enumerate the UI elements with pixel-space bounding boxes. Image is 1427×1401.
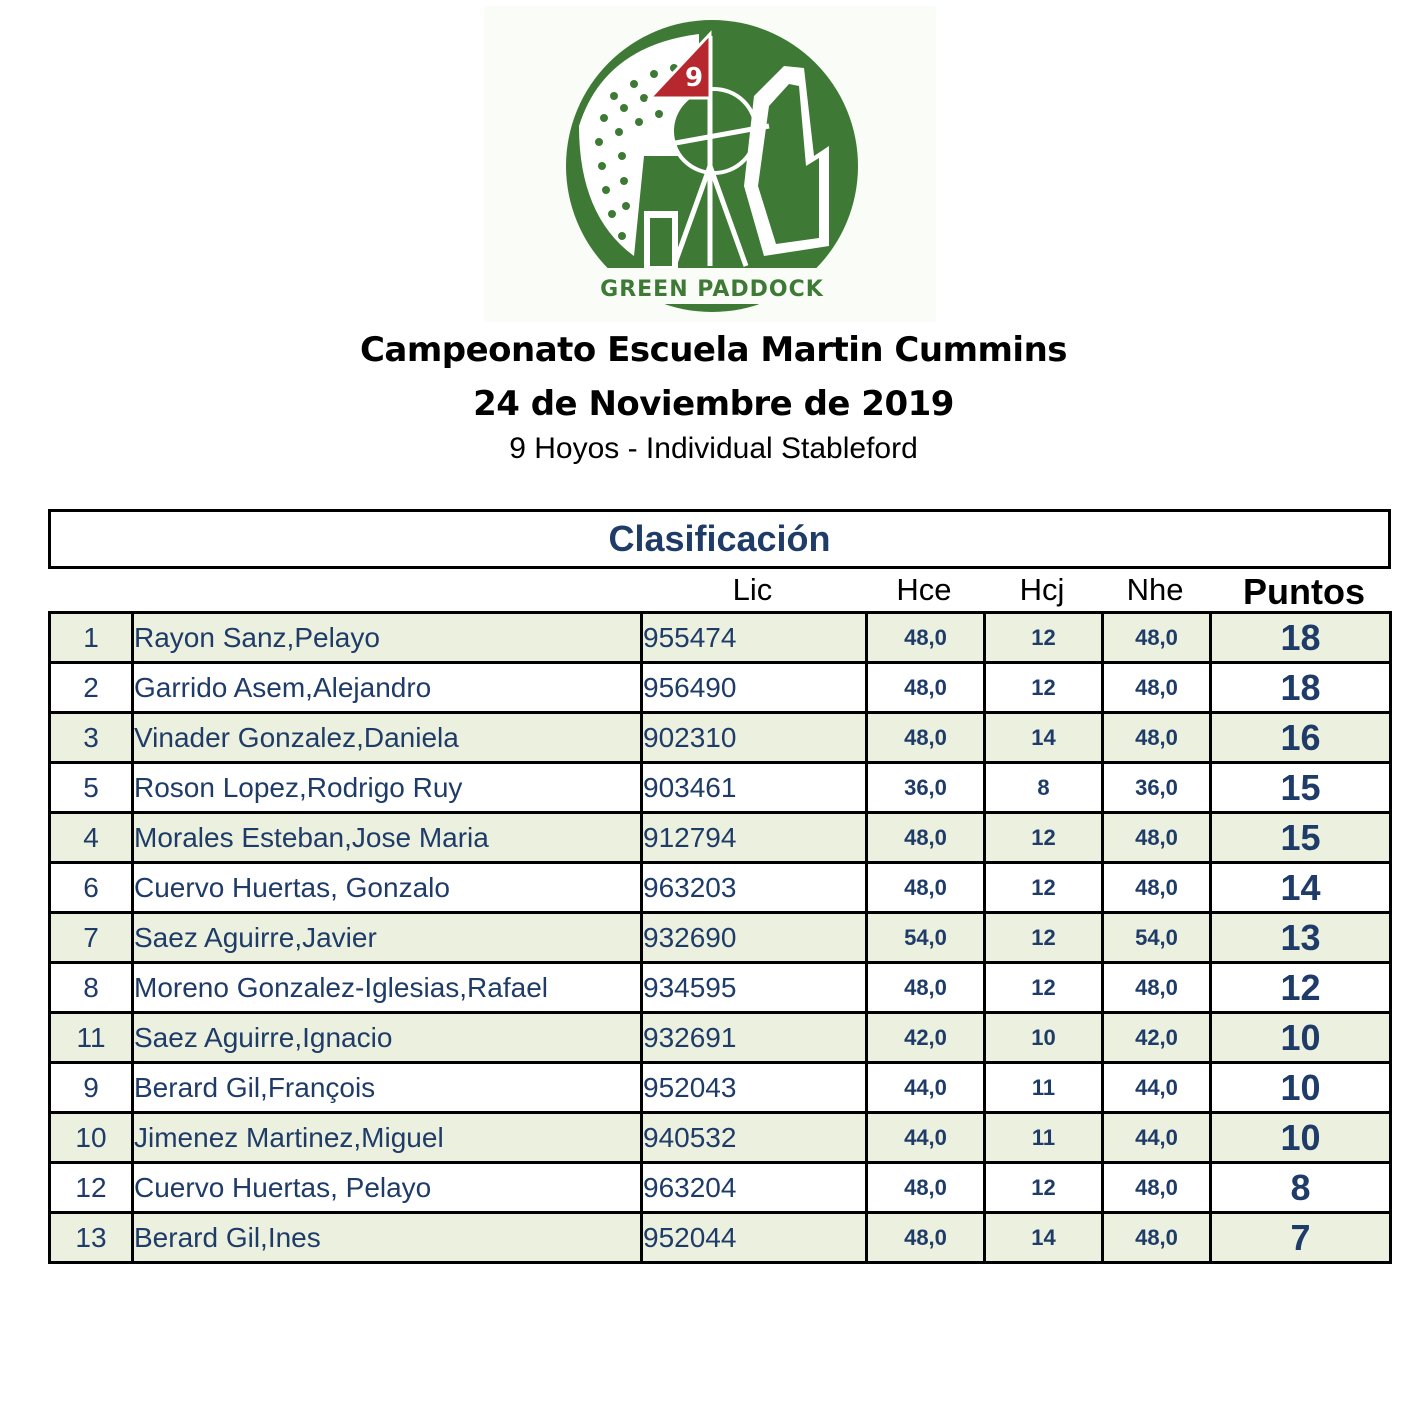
license-cell: 934595 [642,963,867,1013]
position-cell: 13 [50,1213,133,1263]
license-cell: 902310 [642,713,867,763]
hcj-cell: 12 [985,963,1103,1013]
hce-cell: 44,0 [867,1063,985,1113]
hce-cell: 48,0 [867,963,985,1013]
points-cell: 14 [1211,863,1391,913]
nhe-cell: 36,0 [1103,763,1211,813]
player-name-cell: Berard Gil,Ines [133,1213,642,1263]
license-cell: 963204 [642,1163,867,1213]
nhe-cell: 48,0 [1103,713,1211,763]
position-cell: 1 [50,613,133,663]
points-cell: 10 [1211,1013,1391,1063]
player-name-cell: Moreno Gonzalez-Iglesias,Rafael [133,963,642,1013]
player-name-cell: Saez Aguirre,Javier [133,913,642,963]
license-cell: 903461 [642,763,867,813]
table-row [50,663,1391,713]
position-cell: 4 [50,813,133,863]
hcj-cell: 14 [985,1213,1103,1263]
position-cell: 11 [50,1013,133,1063]
hcj-cell: 10 [985,1013,1103,1063]
points-cell: 18 [1211,613,1391,663]
event-date: 24 de Noviembre de 2019 [473,384,954,424]
player-name-cell: Saez Aguirre,Ignacio [133,1013,642,1063]
table-row [50,813,1391,863]
nhe-cell: 48,0 [1103,963,1211,1013]
position-cell: 7 [50,913,133,963]
position-cell: 10 [50,1113,133,1163]
license-cell: 955474 [642,613,867,663]
hcj-cell: 12 [985,613,1103,663]
column-header-hce: Hce [896,572,952,607]
position-cell: 5 [50,763,133,813]
license-cell: 932690 [642,913,867,963]
license-cell: 912794 [642,813,867,863]
hcj-cell: 12 [985,813,1103,863]
hcj-cell: 14 [985,713,1103,763]
nhe-cell: 44,0 [1103,1113,1211,1163]
license-cell: 932691 [642,1013,867,1063]
hce-cell: 44,0 [867,1113,985,1163]
points-cell: 10 [1211,1113,1391,1163]
license-cell: 956490 [642,663,867,713]
points-cell: 12 [1211,963,1391,1013]
player-name-cell: Vinader Gonzalez,Daniela [133,713,642,763]
player-name-cell: Cuervo Huertas, Pelayo [133,1163,642,1213]
points-cell: 10 [1211,1063,1391,1113]
table-row [50,913,1391,963]
nhe-cell: 48,0 [1103,1163,1211,1213]
points-cell: 16 [1211,713,1391,763]
hcj-cell: 12 [985,663,1103,713]
points-cell: 7 [1211,1213,1391,1263]
table-row [50,763,1391,813]
hcj-cell: 12 [985,1163,1103,1213]
hcj-cell: 8 [985,763,1103,813]
logo-flag-number: 9 [684,63,704,93]
hce-cell: 48,0 [867,1163,985,1213]
points-cell: 15 [1211,813,1391,863]
player-name-cell: Morales Esteban,Jose Maria [133,813,642,863]
points-cell: 18 [1211,663,1391,713]
player-name-cell: Rayon Sanz,Pelayo [133,613,642,663]
hce-cell: 54,0 [867,913,985,963]
hce-cell: 48,0 [867,863,985,913]
position-cell: 3 [50,713,133,763]
player-name-cell: Jimenez Martinez,Miguel [133,1113,642,1163]
nhe-cell: 48,0 [1103,1213,1211,1263]
player-name-cell: Garrido Asem,Alejandro [133,663,642,713]
hcj-cell: 11 [985,1063,1103,1113]
license-cell: 940532 [642,1113,867,1163]
hce-cell: 48,0 [867,1213,985,1263]
table-row [50,1113,1391,1163]
points-cell: 8 [1211,1163,1391,1213]
hce-cell: 48,0 [867,713,985,763]
nhe-cell: 48,0 [1103,663,1211,713]
hce-cell: 48,0 [867,613,985,663]
license-cell: 952043 [642,1063,867,1113]
license-cell: 952044 [642,1213,867,1263]
hcj-cell: 12 [985,913,1103,963]
table-row [50,863,1391,913]
section-title: Clasificación [48,509,1391,569]
hce-cell: 48,0 [867,813,985,863]
license-cell: 963203 [642,863,867,913]
column-header-puntos: Puntos [1243,571,1365,612]
player-name-cell: Roson Lopez,Rodrigo Ruy [133,763,642,813]
points-cell: 15 [1211,763,1391,813]
hce-cell: 48,0 [867,663,985,713]
table-row [50,1213,1391,1263]
column-header-nhe: Nhe [1126,572,1184,607]
player-name-cell: Berard Gil,François [133,1063,642,1113]
position-cell: 8 [50,963,133,1013]
page-title: Campeonato Escuela Martin Cummins [359,330,1068,370]
position-cell: 6 [50,863,133,913]
nhe-cell: 42,0 [1103,1013,1211,1063]
results-table [48,611,1392,1264]
table-row [50,613,1391,663]
nhe-cell: 54,0 [1103,913,1211,963]
hcj-cell: 11 [985,1113,1103,1163]
column-header-hcj: Hcj [1019,572,1065,607]
hce-cell: 42,0 [867,1013,985,1063]
hcj-cell: 12 [985,863,1103,913]
nhe-cell: 44,0 [1103,1063,1211,1113]
green-paddock-logo [484,6,936,322]
player-name-cell: Cuervo Huertas, Gonzalo [133,863,642,913]
table-row [50,1013,1391,1063]
table-row [50,713,1391,763]
points-cell: 13 [1211,913,1391,963]
position-cell: 9 [50,1063,133,1113]
hce-cell: 36,0 [867,763,985,813]
event-subtitle: 9 Hoyos - Individual Stableford [509,432,918,465]
nhe-cell: 48,0 [1103,613,1211,663]
logo-text: GREEN PADDOCK [600,277,824,302]
position-cell: 12 [50,1163,133,1213]
table-row [50,1163,1391,1213]
table-row [50,963,1391,1013]
table-row [50,1063,1391,1113]
position-cell: 2 [50,663,133,713]
column-header-lic: Lic [732,572,773,607]
nhe-cell: 48,0 [1103,863,1211,913]
nhe-cell: 48,0 [1103,813,1211,863]
